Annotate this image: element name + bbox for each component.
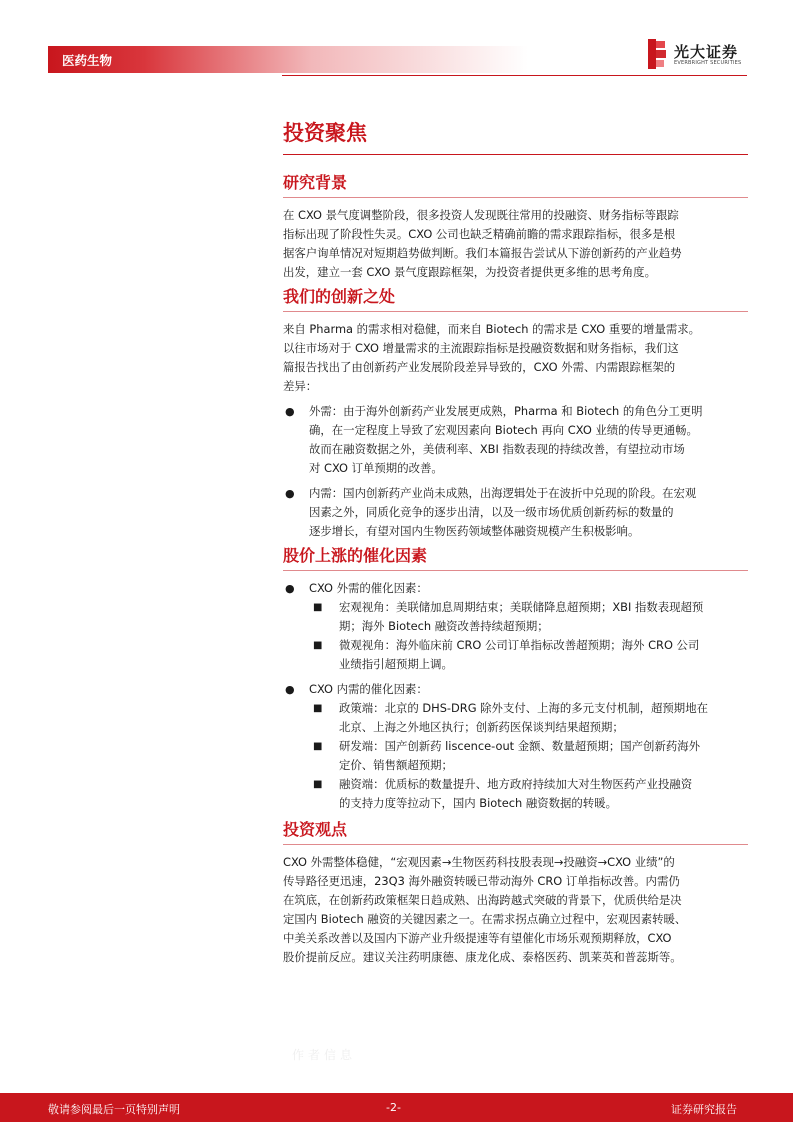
text-line: 传导路径更迅速，23Q3 海外融资转暖已带动海外 CRO 订单指标改善。内需仍 — [283, 874, 680, 888]
header-rule — [282, 75, 747, 76]
square-bullet-icon: ■ — [313, 602, 323, 613]
page-number: -2- — [386, 1101, 401, 1114]
sub-list-item — [283, 737, 748, 775]
text-line: 外需：由于海外创新药产业发展更成熟，Pharma 和 Biotech 的角色分工更明 — [309, 404, 703, 418]
group-label: CXO 外需的催化因素： — [309, 581, 428, 595]
sub-list-item — [283, 775, 748, 813]
footer-disclaimer: 敬请参阅最后一页特别声明 — [48, 1103, 180, 1116]
main-content — [283, 118, 748, 967]
brand-logo — [646, 38, 756, 72]
sub-list-item — [283, 699, 748, 737]
text-line: 因素之外，同质化竞争的逐步出清，以及一级市场优质创新药标的数量的 — [309, 505, 674, 519]
watermark: 作者信息 — [292, 1048, 357, 1062]
section-background — [283, 172, 748, 282]
footer-label: 证券研究报告 — [671, 1103, 737, 1116]
text-line: 期；海外 Biotech 融资改善持续超预期； — [339, 619, 549, 633]
section-banner — [48, 46, 528, 73]
section-heading: 投资观点 — [283, 819, 748, 845]
text-line: 对 CXO 订单预期的改善。 — [309, 461, 443, 475]
text-line: 确，在一定程度上导致了宏观因素向 Biotech 再向 CXO 业绩的传导更通畅。 — [309, 423, 698, 437]
brand-name-en: EVERBRIGHT SECURITIES — [674, 60, 742, 66]
text-line: 中美关系改善以及国内下游产业升级提速等有望催化市场乐观预期释放，CXO — [283, 931, 672, 945]
text-line: CXO 外需整体稳健，“宏观因素→生物医药科技股表现→投融资→CXO 业绩”的 — [283, 855, 675, 869]
page-title: 投资聚焦 — [283, 118, 748, 155]
list-item — [283, 680, 748, 699]
text-line: 政策端：北京的 DHS-DRG 除外支付、上海的多元支付机制，超预期地在 — [339, 701, 708, 715]
text-line: 逐步增长，有望对国内生物医药领域整体融资规模产生积极影响。 — [309, 524, 640, 538]
square-bullet-icon: ■ — [313, 779, 323, 790]
square-bullet-icon: ■ — [313, 703, 323, 714]
section-views — [283, 819, 748, 967]
text-line: 业绩指引超预期上调。 — [339, 657, 453, 671]
section-catalysts — [283, 545, 748, 813]
list-item — [283, 484, 748, 541]
text-line: 的支持力度等拉动下，国内 Biotech 融资数据的转暖。 — [339, 796, 617, 810]
text-line: 出发，建立一套 CXO 景气度跟踪框架，为投资者提供更多维的思考角度。 — [283, 265, 656, 279]
text-line: 在 CXO 景气度调整阶段，很多投资人发现既往常用的投融资、财务指标等跟踪 — [283, 208, 679, 222]
section-tag: 医药生物 — [62, 53, 113, 68]
text-line: 据客户询单情况对短期趋势做判断。我们本篇报告尝试从下游创新药的产业趋势 — [283, 246, 682, 260]
text-line: 融资端：优质标的数量提升、地方政府持续加大对生物医药产业投融资 — [339, 777, 693, 791]
bullet-icon: ● — [285, 683, 295, 696]
text-line: 故而在融资数据之外，美债利率、XBI 指数表现的持续改善，有望拉动市场 — [309, 442, 685, 456]
section-innovation — [283, 286, 748, 541]
page-footer — [0, 1093, 793, 1122]
bullet-icon: ● — [285, 582, 295, 595]
text-line: 来自 Pharma 的需求相对稳健，而来自 Biotech 的需求是 CXO 重要的增量需求。 — [283, 322, 701, 336]
brand-name-cn: 光大证券 — [674, 43, 739, 61]
text-line: 内需：国内创新药产业尚未成熟，出海逻辑处于在波折中兑现的阶段。在宏观 — [309, 486, 697, 500]
text-line: 北京、上海之外地区执行；创新药医保谈判结果超预期； — [339, 720, 624, 734]
text-line: 微观视角：海外临床前 CRO 公司订单指标改善超预期；海外 CRO 公司 — [339, 638, 700, 652]
section-heading: 研究背景 — [283, 172, 748, 198]
group-label: CXO 内需的催化因素： — [309, 682, 428, 696]
text-line: 指标出现了阶段性失灵。CXO 公司也缺乏精确前瞻的需求跟踪指标，很多是根 — [283, 227, 676, 241]
text-line: 定价、销售额超预期； — [339, 758, 453, 772]
text-line: 以往市场对于 CXO 增量需求的主流跟踪指标是投融资数据和财务指标，我们这 — [283, 341, 679, 355]
sub-list-item — [283, 636, 748, 674]
everbright-logo-icon — [646, 38, 668, 70]
bullet-icon: ● — [285, 487, 295, 500]
text-line: 研发端：国产创新药 liscence-out 金额、数量超预期；国产创新药海外 — [339, 739, 701, 753]
text-line: 宏观视角：美联储加息周期结束；美联储降息超预期；XBI 指数表现超预 — [339, 600, 704, 614]
bullet-icon: ● — [285, 405, 295, 418]
list-item — [283, 579, 748, 598]
text-line: 篇报告找出了由创新药产业发展阶段差异导致的，CXO 外需、内需跟踪框架的 — [283, 360, 676, 374]
text-line: 差异： — [283, 379, 318, 393]
text-line: 在筑底，在创新药政策框架日趋成熟、出海跨越式突破的背景下，优质供给是决 — [283, 893, 682, 907]
square-bullet-icon: ■ — [313, 640, 323, 651]
square-bullet-icon: ■ — [313, 741, 323, 752]
section-heading: 股价上涨的催化因素 — [283, 545, 748, 571]
text-line: 定国内 Biotech 融资的关键因素之一。在需求拐点确立过程中，宏观因素转暖、 — [283, 912, 687, 926]
text-line: 股价提前反应。建议关注药明康德、康龙化成、泰格医药、凯莱英和普蕊斯等。 — [283, 950, 682, 964]
sub-list-item — [283, 598, 748, 636]
list-item — [283, 402, 748, 478]
section-heading: 我们的创新之处 — [283, 286, 748, 312]
